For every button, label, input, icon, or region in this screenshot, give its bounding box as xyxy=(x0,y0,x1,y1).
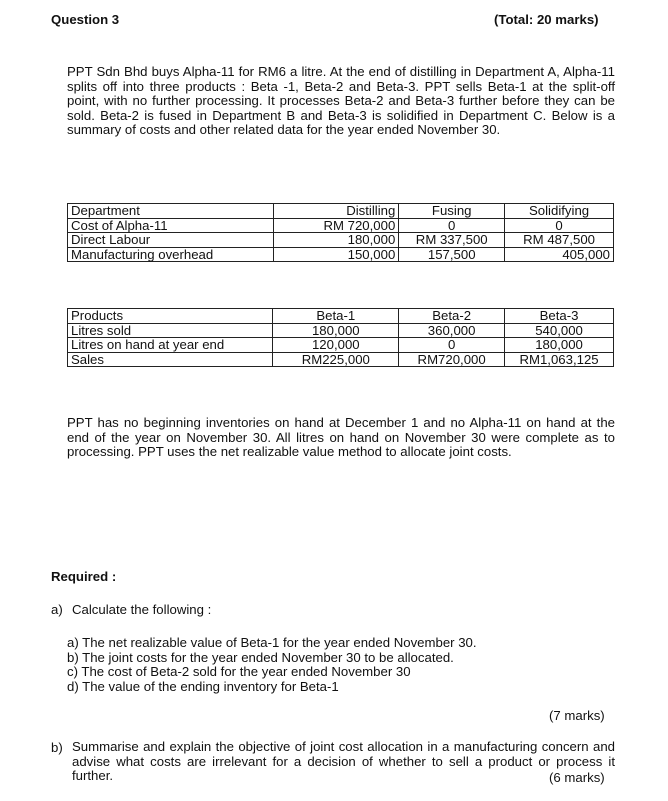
table-cell: Beta-1 xyxy=(273,309,399,324)
table-cell: 540,000 xyxy=(505,323,614,338)
part-b-marks: (6 marks) xyxy=(549,770,605,785)
table-cell: 405,000 xyxy=(505,247,614,262)
table-row xyxy=(68,218,614,233)
table-cell: Litres sold xyxy=(68,323,273,338)
table-cell: RM1,063,125 xyxy=(505,352,614,367)
table-cell: RM 487,500 xyxy=(505,233,614,248)
table-row xyxy=(68,338,614,353)
table-cell: 360,000 xyxy=(399,323,505,338)
note-paragraph: PPT has no beginning inventories on hand at December 1 and no Alpha-11 on hand at the end of the year on November 30. All litres on hand on November 30 were complete as to processing. PPT uses the net realizable value method to allocate joint costs. xyxy=(67,415,615,460)
table-row xyxy=(68,309,614,324)
table-cell: Products xyxy=(68,309,273,324)
table-cell: Beta-2 xyxy=(399,309,505,324)
table-cell: 180,000 xyxy=(273,233,399,248)
table-row xyxy=(68,352,614,367)
table-cell: Litres on hand at year end xyxy=(68,338,273,353)
list-item: d) The value of the ending inventory for Beta-1 xyxy=(67,679,339,694)
table-cell: Fusing xyxy=(399,204,505,219)
table-row xyxy=(68,233,614,248)
table-cell: Manufacturing overhead xyxy=(68,247,274,262)
table-cell: 0 xyxy=(399,218,505,233)
table-row xyxy=(68,323,614,338)
table-cell: 120,000 xyxy=(273,338,399,353)
intro-paragraph: PPT Sdn Bhd buys Alpha-11 for RM6 a litre. At the end of distilling in Department A, Alpha-11 splits off into three products : Beta -1, Beta-2 and Beta-3. PPT sells Beta-1 at the split-off point, with no further processing. It processes Beta-2 and Beta-3 further before they can be sold. Beta-2 is fused in Department B and Beta-3 is solidified in Department C. Below is a summary of costs and other related data for the year ended November 30. xyxy=(67,64,615,138)
table-cell: 150,000 xyxy=(273,247,399,262)
table-cell: 180,000 xyxy=(273,323,399,338)
part-b-text: Summarise and explain the objective of joint cost allocation in a manufacturing concern and advise what costs are irrelevant for a decision of whether to sell a product or process it further. xyxy=(72,739,615,784)
part-b-label: b) xyxy=(51,740,63,755)
part-a-marks: (7 marks) xyxy=(549,708,605,723)
table-cell: Solidifying xyxy=(505,204,614,219)
required-heading: Required : xyxy=(51,569,117,584)
table-cell: Beta-3 xyxy=(505,309,614,324)
table-cell: RM 337,500 xyxy=(399,233,505,248)
table-cell: 0 xyxy=(505,218,614,233)
list-item: c) The cost of Beta-2 sold for the year ended November 30 xyxy=(67,664,411,679)
part-a-text: Calculate the following : xyxy=(72,602,212,617)
total-marks: (Total: 20 marks) xyxy=(494,12,599,27)
table-cell: Department xyxy=(68,204,274,219)
table-cell: Direct Labour xyxy=(68,233,274,248)
table-cell: Cost of Alpha-11 xyxy=(68,218,274,233)
list-item: b) The joint costs for the year ended November 30 to be allocated. xyxy=(67,650,454,665)
table-row xyxy=(68,247,614,262)
table-cell: 157,500 xyxy=(399,247,505,262)
table-cell: RM 720,000 xyxy=(273,218,399,233)
question-title: Question 3 xyxy=(51,12,120,27)
table-cell: 0 xyxy=(399,338,505,353)
list-item: a) The net realizable value of Beta-1 for the year ended November 30. xyxy=(67,635,477,650)
table-cell: Distilling xyxy=(273,204,399,219)
table-cell: Sales xyxy=(68,352,273,367)
table-cell: RM720,000 xyxy=(399,352,505,367)
table-row xyxy=(68,204,614,219)
products-table xyxy=(67,308,614,367)
part-a-label: a) xyxy=(51,602,63,617)
cost-table xyxy=(67,203,614,262)
table-cell: 180,000 xyxy=(505,338,614,353)
table-cell: RM225,000 xyxy=(273,352,399,367)
